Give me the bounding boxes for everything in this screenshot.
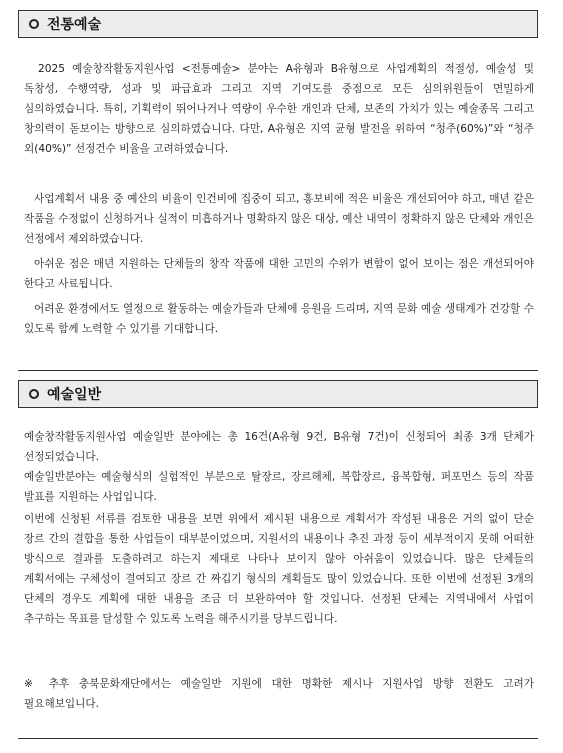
paragraph: 아쉬운 점은 매년 지원하는 단체들의 창작 작품에 대한 고민의 수위가 변함이 없어 보이는 점은 개선되어야 한다고 사료됩니다.: [24, 258, 534, 290]
paragraph: 사업계획서 내용 중 예산의 비율이 인건비에 집중이 되고, 홍보비에 적은 비율은 개선되어야 하고, 매년 같은 작품을 수정없이 신청하거나 실적이 미흡하거나 명확하지 않은 대상, 예산 내역이 정확하지 않은 단체와 개인은 선정에서 제외하였습니다.: [24, 193, 534, 245]
section-title: 전통예술: [47, 17, 102, 33]
section-header-traditional: [18, 10, 538, 38]
section-header-general: [18, 380, 538, 408]
paragraph: ※ 추후 충북문화재단에서는 예술일반 지원에 대한 명확한 제시나 지원사업 방향 전환도 고려가 필요해보입니다.: [24, 678, 534, 710]
paragraph: 어려운 환경에서도 열정으로 활동하는 예술가들과 단체에 응원을 드리며, 지역 문화 예술 생태계가 건강할 수 있도록 함께 노력할 수 있기를 기대합니다.: [24, 303, 534, 335]
section-title: 예술일반: [47, 387, 102, 403]
circle-bullet-icon: [29, 19, 39, 29]
divider: [18, 370, 538, 371]
paragraph: 예술일반분야는 예술형식의 실험적인 부분으로 탈장르, 장르해체, 복합장르, 융복합형, 퍼포먼스 등의 작품 발표를 지원하는 사업입니다.: [24, 471, 534, 503]
divider: [18, 738, 538, 739]
paragraph: 2025 예술창작활동지원사업 <전통예술> 분야는 A유형과 B유형으로 사업계획의 적절성, 예술성 및 독창성, 수행역량, 성과 및 파급효과 그리고 지역 기여도를 중점으로 모든 심의위원들이 면밀하게 심의하였습니다. 특히, 기획력이 뛰어나거나 역량이 우수한 개인과 단체, 보존의 가치가 있는 예술종목 그리고 창의력이 돋보이는 방향으로 심의하였습니다. 다만, A유형은 지역 균형 발전을 위하여 “청주(60%)”와 “청주 외(40%)” 선정건수 비율을 고려하였습니다.: [24, 63, 534, 155]
circle-bullet-icon: [29, 389, 39, 399]
paragraph: 이번에 신청된 서류를 검토한 내용을 보면 위에서 제시된 내용으로 계획서가 작성된 내용은 거의 없이 단순 장르 간의 결합을 통한 사업들이 대부분이었으며, 지원서의 내용이나 추진 과정 등이 세부적이지 못해 어떠한 방식으로 결과를 도출하려고 하는지 제대로 나타나 보이지 않아 아쉬움이 있었습니다. 많은 단체들의 계획서에는 구체성이 결여되고 장르 간 짜깁기 형식의 계획들도 많이 있었습니다. 또한 이번에 선정된 3개의 단체의 경우도 계획에 대한 내용을 조금 더 보완하여야 할 것입니다. 선정된 단체는 지역내에서 사업이 추구하는 목표를 달성할 수 있도록 노력을 해주시기를 당부드립니다.: [24, 513, 534, 625]
paragraph: 예술창작활동지원사업 예술일반 분야에는 총 16건(A유형 9건, B유형 7건)이 신청되어 최종 3개 단체가 선정되었습니다.: [24, 431, 534, 463]
